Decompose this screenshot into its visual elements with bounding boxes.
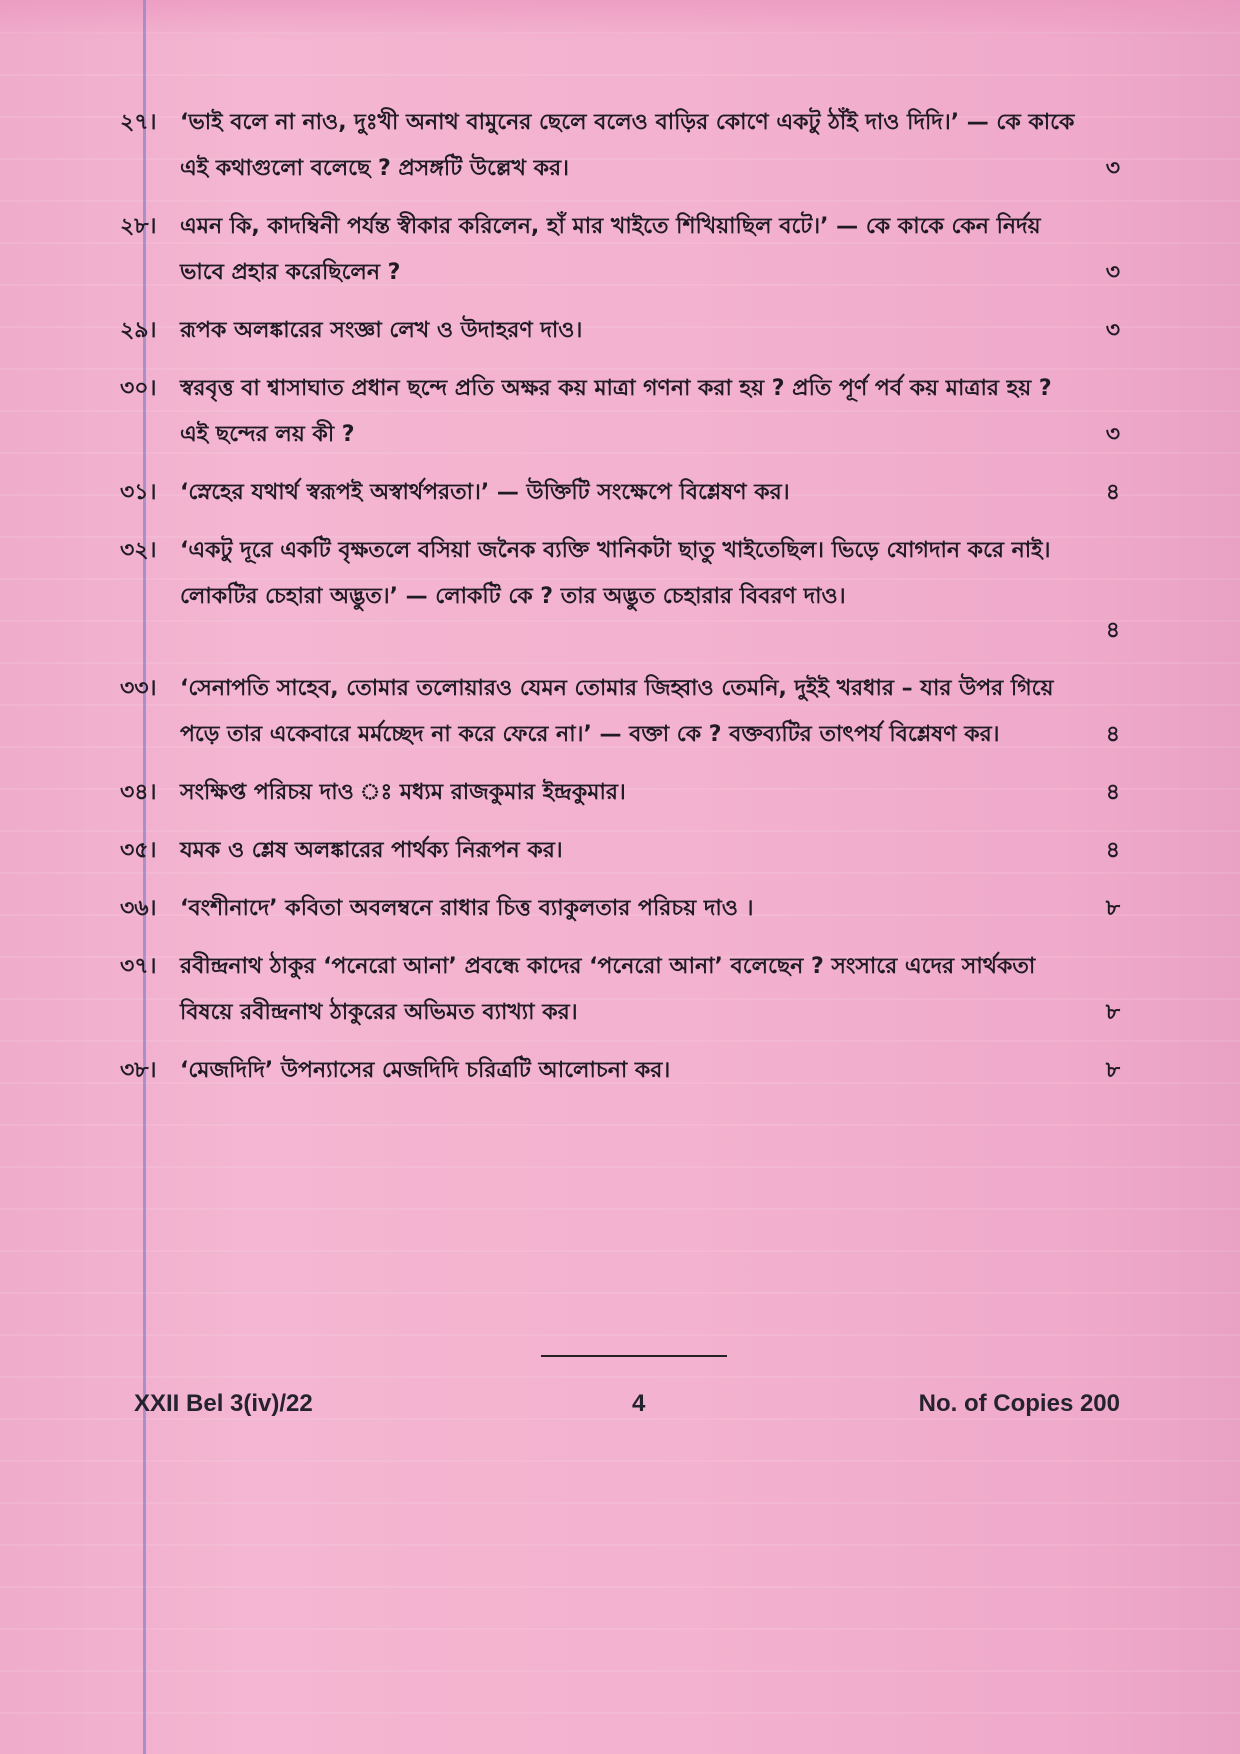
question-item [120, 666, 1120, 758]
question-item [120, 470, 1120, 516]
question-marks: ৪ [1105, 480, 1120, 505]
question-marks: ৩ [1105, 422, 1120, 447]
question-number: ৩৪। [120, 780, 157, 805]
question-number: ২৮। [120, 214, 157, 239]
question-text: যমক ও শ্লেষ অলঙ্কারের পার্থক্য নিরূপন কর। [180, 838, 563, 863]
question-text: ‘বংশীনাদে’ কবিতা অবলম্বনে রাধার চিত্ত ব্যাকুলতার পরিচয় দাও । [180, 896, 754, 921]
question-item [120, 100, 1120, 192]
question-text: রূপক অলঙ্কারের সংজ্ঞা লেখ ও উদাহরণ দাও। [180, 318, 583, 343]
question-item [120, 308, 1120, 354]
question-marks: ৪ [1105, 838, 1120, 863]
question-number: ৩৮। [120, 1058, 157, 1083]
question-marks: ৪ [1105, 780, 1120, 805]
question-number: ৩৫। [120, 838, 157, 863]
copies-count: No. of Copies 200 [918, 1390, 1120, 1417]
question-item [120, 528, 1120, 643]
question-number: ২৯। [120, 318, 157, 343]
question-item [120, 204, 1120, 296]
question-list [120, 100, 1120, 1106]
question-text: সংক্ষিপ্ত পরিচয় দাও ঃ মধ্যম রাজকুমার ইন্দ্রকুমার। [180, 780, 626, 805]
question-text: ‘মেজদিদি’ উপন্যাসের মেজদিদি চরিত্রটি আলোচনা কর। [180, 1058, 671, 1083]
question-marks: ৮ [1105, 1058, 1120, 1083]
question-marks: ৮ [1105, 1000, 1120, 1025]
question-marks: ৩ [1105, 260, 1120, 285]
question-text: রবীন্দ্রনাথ ঠাকুর ‘পনেরো আনা’ প্রবন্ধে কাদের ‘পনেরো আনা’ বলেছেন ? সংসারে এদের সার্থকতা বিষয়ে রবীন্দ্রনাথ ঠাকুরের অভিমত ব্যাখ্যা কর। [180, 954, 1036, 1025]
question-text: এমন কি, কাদম্বিনী পর্যন্ত স্বীকার করিলেন, হাঁ মার খাইতে শিখিয়াছিল বটে।’ — কে কাকে কেন নির্দয় ভাবে প্রহার করেছিলেন ? [180, 214, 1041, 285]
paper-code: XXII Bel 3(iv)/22 [134, 1390, 313, 1417]
question-number: ৩৬। [120, 896, 157, 921]
page-number: 4 [632, 1390, 646, 1417]
question-text: ‘সেনাপতি সাহেব, তোমার তলোয়ারও যেমন তোমার জিহ্বাও তেমনি, দুইই খরধার – যার উপর গিয়ে পড়ে তার একেবারে মর্মচ্ছেদ না করে ফেরে না।’ — বক্তা কে ? বক্তব্যটির তাৎপর্য বিশ্লেষণ কর। [180, 676, 1054, 747]
question-marks: ৪ [1105, 618, 1120, 643]
question-item [120, 886, 1120, 932]
question-item [120, 770, 1120, 816]
question-marks: ৪ [1105, 722, 1120, 747]
end-of-paper-rule [541, 1355, 727, 1357]
question-number: ৩১। [120, 480, 157, 505]
question-marks: ৩ [1105, 318, 1120, 343]
question-text: স্বরবৃত্ত বা শ্বাসাঘাত প্রধান ছন্দে প্রতি অক্ষর কয় মাত্রা গণনা করা হয় ? প্রতি পূর্ণ পর্ব কয় মাত্রার হয় ? এই ছন্দের লয় কী ? [180, 376, 1052, 447]
question-number: ৩০। [120, 376, 157, 401]
question-number: ২৭। [120, 110, 157, 135]
question-marks: ৩ [1105, 156, 1120, 181]
question-number: ৩৩। [120, 676, 157, 701]
question-item [120, 1048, 1120, 1094]
question-item [120, 828, 1120, 874]
question-marks: ৮ [1105, 896, 1120, 921]
question-text: ‘স্নেহের যথার্থ স্বরূপই অস্বার্থপরতা।’ — উক্তিটি সংক্ষেপে বিশ্লেষণ কর। [180, 480, 790, 505]
question-number: ৩২। [120, 538, 157, 563]
question-text: ‘ভাই বলে না নাও, দুঃখী অনাথ বামুনের ছেলে বলেও বাড়ির কোণে একটু ঠাঁই দাও দিদি।’ — কে কাকে এই কথাগুলো বলেছে ? প্রসঙ্গটি উল্লেখ কর। [180, 110, 1075, 181]
page-fold-shadow [0, 0, 1240, 40]
question-item [120, 366, 1120, 458]
question-text: ‘একটু দূরে একটি বৃক্ষতলে বসিয়া জনৈক ব্যক্তি খানিকটা ছাতু খাইতেছিল। ভিড়ে যোগদান করে নাই। লোকটির চেহারা অদ্ভুত।’ — লোকটি কে ? তার অদ্ভুত চেহারার বিবরণ দাও। [180, 538, 1051, 609]
question-number: ৩৭। [120, 954, 157, 979]
question-item [120, 944, 1120, 1036]
